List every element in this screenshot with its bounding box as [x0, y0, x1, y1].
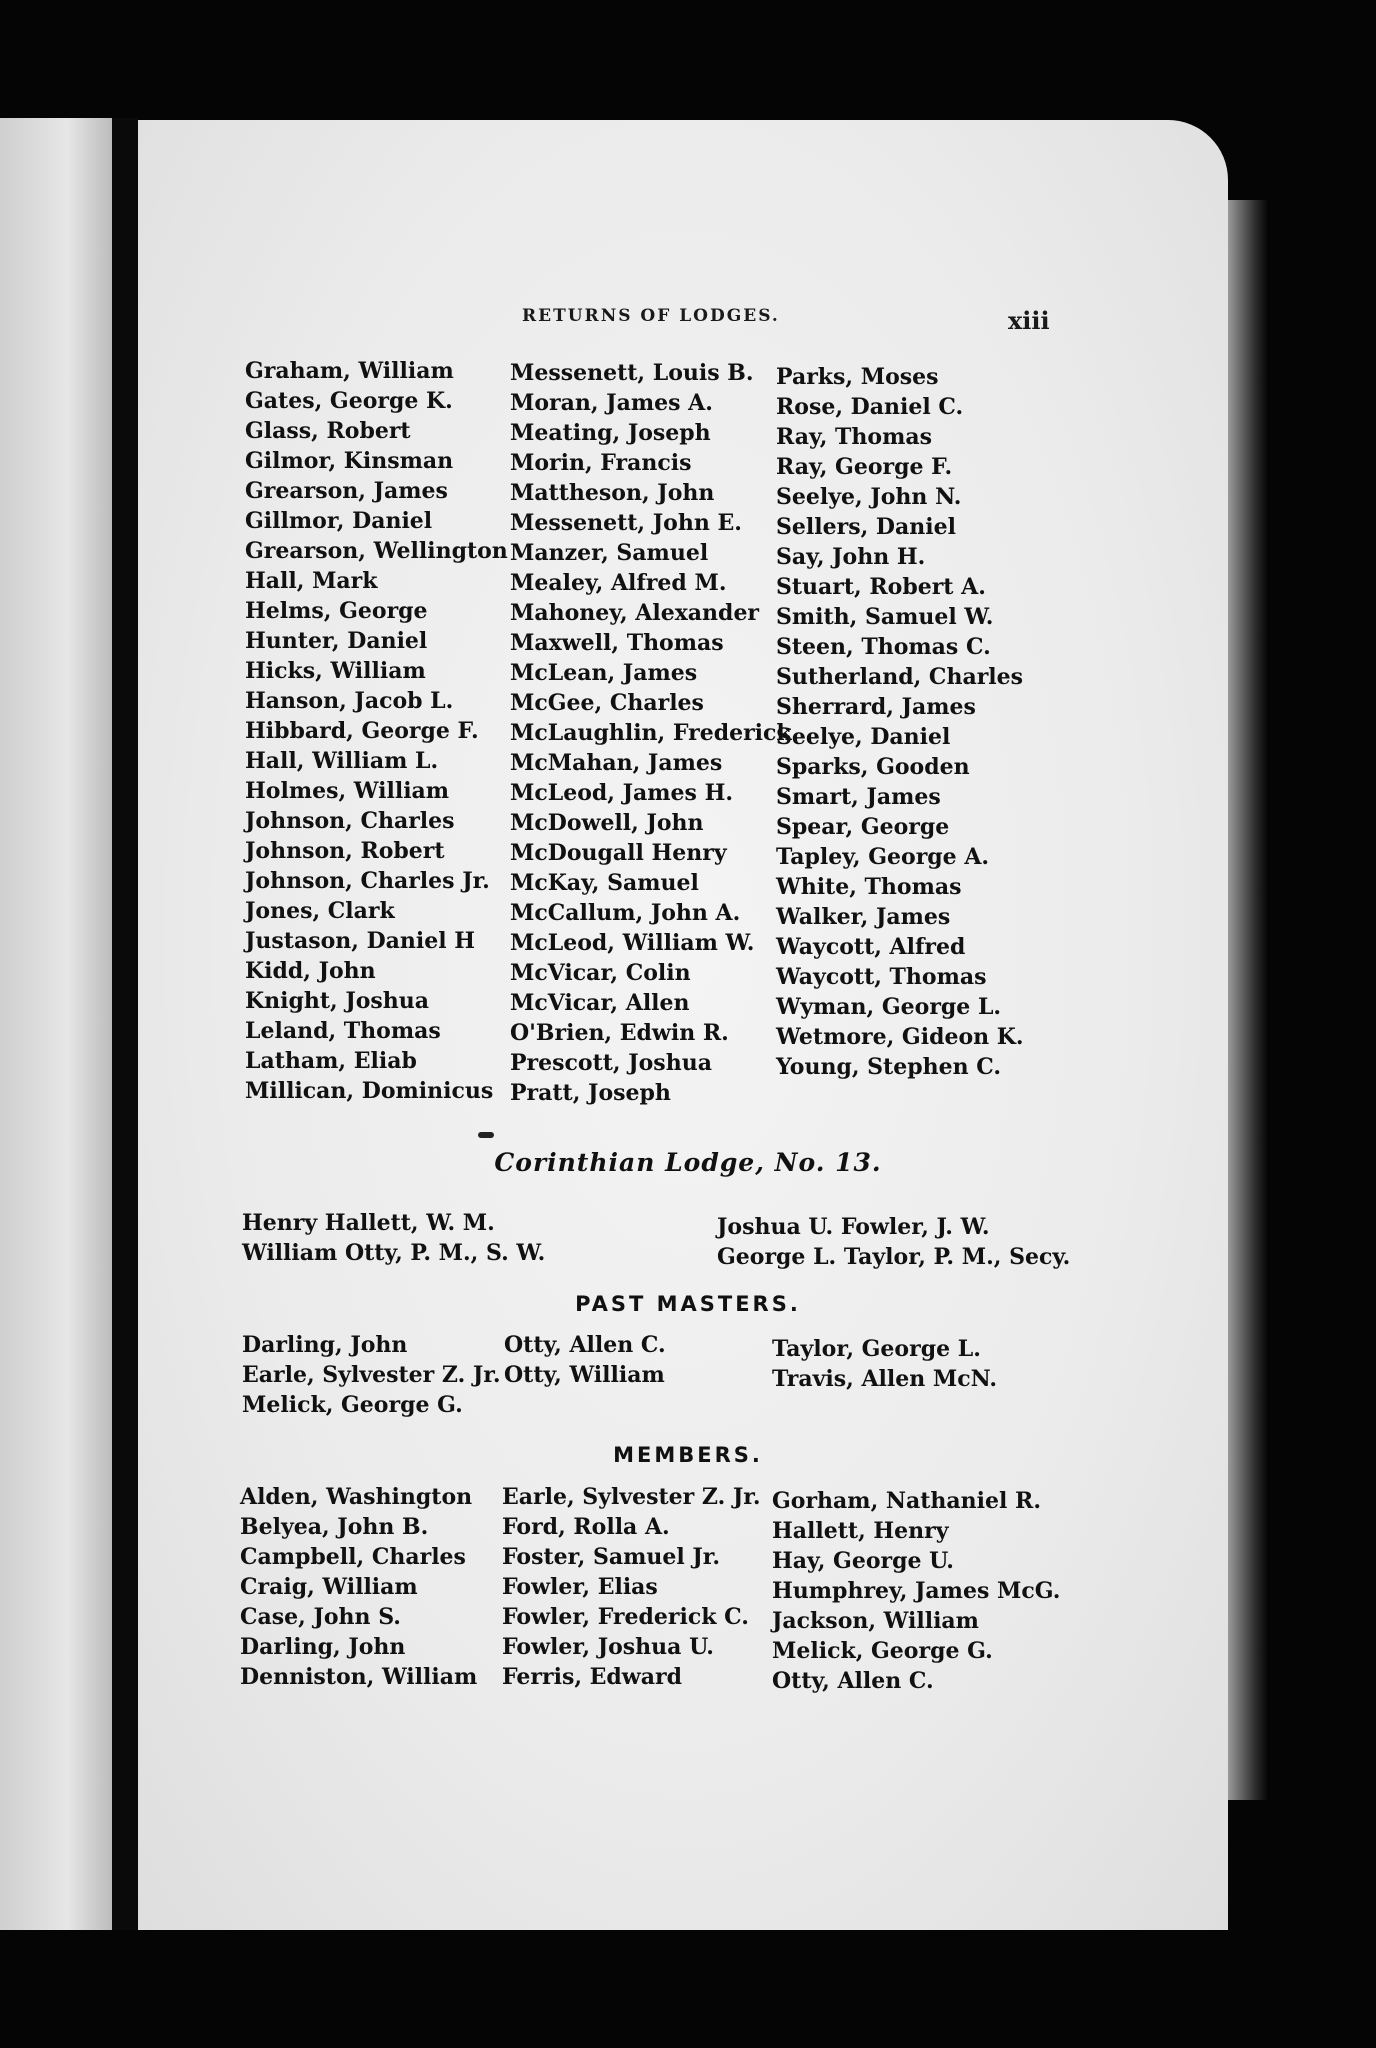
- book-gutter: [112, 118, 138, 1930]
- members-heading: MEMBERS.: [613, 1443, 763, 1467]
- list-item: Tapley, George A.: [776, 844, 990, 870]
- page-number: xiii: [1008, 306, 1050, 335]
- list-item: Meating, Joseph: [510, 420, 711, 446]
- list-item: Messenett, John E.: [510, 510, 742, 536]
- list-item: Fowler, Joshua U.: [502, 1634, 714, 1660]
- list-item: McVicar, Colin: [510, 960, 691, 986]
- list-item: Spear, George: [776, 814, 950, 840]
- list-item: Walker, James: [776, 904, 951, 930]
- list-item: Glass, Robert: [245, 418, 411, 444]
- past-masters-heading: PAST MASTERS.: [575, 1292, 801, 1316]
- top-list-col-1: [245, 356, 508, 1106]
- top-list-col-3: [776, 362, 1024, 1082]
- list-item: Campbell, Charles: [240, 1544, 466, 1570]
- list-item: McLean, James: [510, 660, 698, 686]
- list-item: McDougall Henry: [510, 840, 727, 866]
- list-item: Knight, Joshua: [245, 988, 430, 1014]
- list-item: Morin, Francis: [510, 450, 692, 476]
- list-item: Grearson, Wellington: [245, 538, 508, 564]
- list-item: Messenett, Louis B.: [510, 360, 754, 386]
- list-item: Joshua U. Fowler, J. W.: [717, 1214, 990, 1240]
- list-item: Manzer, Samuel: [510, 540, 709, 566]
- list-item: Seelye, Daniel: [776, 724, 951, 750]
- list-item: Hay, George U.: [772, 1548, 954, 1574]
- top-list-col-2: [510, 358, 792, 1108]
- list-item: Graham, William: [245, 358, 454, 384]
- list-item: Mealey, Alfred M.: [510, 570, 727, 596]
- list-item: Earle, Sylvester Z. Jr.: [242, 1362, 501, 1388]
- list-item: Ray, Thomas: [776, 424, 932, 450]
- list-item: McVicar, Allen: [510, 990, 690, 1016]
- list-item: McGee, Charles: [510, 690, 704, 716]
- list-item: Jones, Clark: [245, 898, 395, 924]
- list-item: McDowell, John: [510, 810, 704, 836]
- list-item: Wyman, George L.: [776, 994, 1002, 1020]
- list-item: Kidd, John: [245, 958, 376, 984]
- list-item: Stuart, Robert A.: [776, 574, 986, 600]
- list-item: Grearson, James: [245, 478, 448, 504]
- list-item: Mahoney, Alexander: [510, 600, 760, 626]
- list-item: Justason, Daniel H: [245, 928, 476, 954]
- list-item: Ford, Rolla A.: [502, 1514, 670, 1540]
- list-item: Sellers, Daniel: [776, 514, 956, 540]
- list-item: George L. Taylor, P. M., Secy.: [717, 1244, 1071, 1270]
- list-item: Smith, Samuel W.: [776, 604, 994, 630]
- list-item: McKay, Samuel: [510, 870, 699, 896]
- list-item: Johnson, Robert: [245, 838, 445, 864]
- list-item: McMahan, James: [510, 750, 723, 776]
- list-item: Johnson, Charles: [245, 808, 455, 834]
- list-item: Sutherland, Charles: [776, 664, 1024, 690]
- list-item: Wetmore, Gideon K.: [776, 1024, 1024, 1050]
- list-item: Travis, Allen McN.: [772, 1366, 998, 1392]
- list-item: McCallum, John A.: [510, 900, 741, 926]
- list-item: Say, John H.: [776, 544, 926, 570]
- officers-left: [242, 1208, 545, 1268]
- list-item: O'Brien, Edwin R.: [510, 1020, 729, 1046]
- list-item: Holmes, William: [245, 778, 450, 804]
- past-masters-col-3: [772, 1334, 997, 1394]
- list-item: Waycott, Alfred: [776, 934, 966, 960]
- facing-page-edge: [0, 118, 112, 1930]
- list-item: Hunter, Daniel: [245, 628, 428, 654]
- list-item: Moran, James A.: [510, 390, 713, 416]
- list-item: Henry Hallett, W. M.: [242, 1210, 495, 1236]
- list-item: Smart, James: [776, 784, 941, 810]
- list-item: Maxwell, Thomas: [510, 630, 724, 656]
- members-col-1: [240, 1482, 477, 1692]
- list-item: Young, Stephen C.: [776, 1054, 1002, 1080]
- list-item: Belyea, John B.: [240, 1514, 429, 1540]
- list-item: Parks, Moses: [776, 364, 939, 390]
- list-item: Millican, Dominicus: [245, 1078, 494, 1104]
- list-item: Ferris, Edward: [502, 1664, 682, 1690]
- list-item: Johnson, Charles Jr.: [245, 868, 490, 894]
- list-item: William Otty, P. M., S. W.: [242, 1240, 546, 1266]
- list-item: Otty, Allen C.: [772, 1668, 934, 1694]
- list-item: Prescott, Joshua: [510, 1050, 712, 1076]
- list-item: Helms, George: [245, 598, 428, 624]
- list-item: Melick, George G.: [772, 1638, 993, 1664]
- list-item: Ray, George F.: [776, 454, 953, 480]
- list-item: Hicks, William: [245, 658, 426, 684]
- list-item: Humphrey, James McG.: [772, 1578, 1061, 1604]
- list-item: Jackson, William: [772, 1608, 979, 1634]
- list-item: Waycott, Thomas: [776, 964, 987, 990]
- list-item: Darling, John: [242, 1332, 408, 1358]
- list-item: Fowler, Elias: [502, 1574, 658, 1600]
- members-col-3: [772, 1486, 1060, 1696]
- list-item: McLaughlin, Frederick: [510, 720, 792, 746]
- list-item: Latham, Eliab: [245, 1048, 417, 1074]
- list-item: Hall, William L.: [245, 748, 439, 774]
- list-item: McLeod, James H.: [510, 780, 734, 806]
- list-item: Sparks, Gooden: [776, 754, 970, 780]
- members-col-2: [502, 1482, 761, 1692]
- list-item: Gillmor, Daniel: [245, 508, 433, 534]
- list-item: Foster, Samuel Jr.: [502, 1544, 721, 1570]
- list-item: Gilmor, Kinsman: [245, 448, 454, 474]
- page-shadow-edge: [1228, 200, 1268, 1800]
- ink-smudge: [478, 1132, 494, 1138]
- list-item: Darling, John: [240, 1634, 406, 1660]
- past-masters-col-2: [504, 1330, 666, 1390]
- list-item: Otty, William: [504, 1362, 665, 1388]
- list-item: Rose, Daniel C.: [776, 394, 964, 420]
- list-item: Otty, Allen C.: [504, 1332, 666, 1358]
- list-item: Earle, Sylvester Z. Jr.: [502, 1484, 761, 1510]
- officers-right: [717, 1212, 1070, 1272]
- past-masters-col-1: [242, 1330, 501, 1420]
- list-item: Hibbard, George F.: [245, 718, 479, 744]
- list-item: Melick, George G.: [242, 1392, 463, 1418]
- list-item: White, Thomas: [776, 874, 962, 900]
- list-item: Taylor, George L.: [772, 1336, 981, 1362]
- list-item: Steen, Thomas C.: [776, 634, 991, 660]
- running-head: RETURNS OF LODGES.: [522, 306, 780, 326]
- list-item: Alden, Washington: [240, 1484, 473, 1510]
- lodge-heading: Corinthian Lodge, No. 13.: [494, 1148, 882, 1177]
- list-item: Denniston, William: [240, 1664, 478, 1690]
- list-item: Hanson, Jacob L.: [245, 688, 454, 714]
- list-item: Hall, Mark: [245, 568, 378, 594]
- list-item: Pratt, Joseph: [510, 1080, 671, 1106]
- list-item: Gorham, Nathaniel R.: [772, 1488, 1041, 1514]
- list-item: Case, John S.: [240, 1604, 401, 1630]
- list-item: Gates, George K.: [245, 388, 453, 414]
- list-item: Fowler, Frederick C.: [502, 1604, 749, 1630]
- list-item: Sherrard, James: [776, 694, 976, 720]
- list-item: Mattheson, John: [510, 480, 715, 506]
- list-item: Seelye, John N.: [776, 484, 962, 510]
- list-item: Hallett, Henry: [772, 1518, 949, 1544]
- list-item: McLeod, William W.: [510, 930, 755, 956]
- list-item: Craig, William: [240, 1574, 418, 1600]
- list-item: Leland, Thomas: [245, 1018, 441, 1044]
